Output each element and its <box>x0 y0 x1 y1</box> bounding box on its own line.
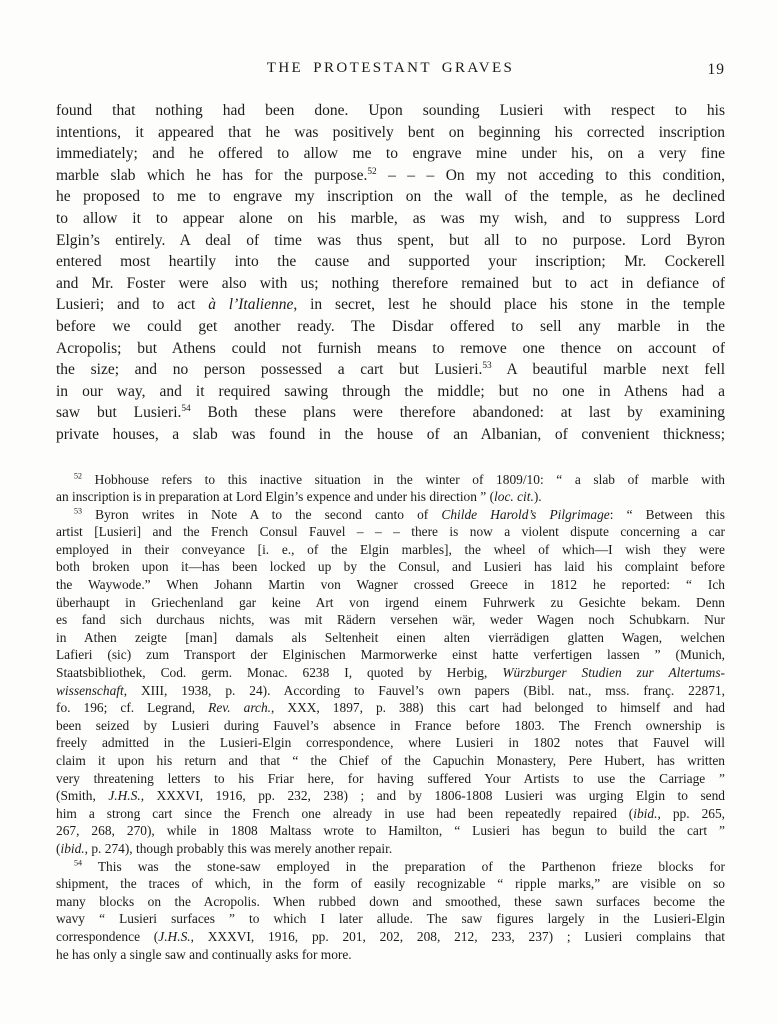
text-line: been seized by Lusieri during Fauvel’s absence in France before 1803. The French ownership is <box>56 717 725 733</box>
page-content <box>56 60 725 963</box>
text-line: Lafieri (sic) zum Transport der Elginischen Marmorwerke einst hatte verfertigen lassen ” (Munich, <box>56 647 725 663</box>
text-line: employed in their conveyance [i. e., of the Elgin marbles], the wheel of which—I wish they were <box>56 541 725 557</box>
text-line: in Athen zeigte [man] damals als Seltenheit einen alten vierrädigen glatten Wagen, welchen <box>56 629 725 645</box>
text-line: Staatsbibliothek, Cod. germ. Monac. 6238 I, quoted by Herbig, Würzburger Studien zur Altertums- <box>56 665 725 681</box>
text-line: he proposed to me to engrave my inscription on the wall of the temple, as he declined <box>56 188 725 206</box>
text-line: claim it upon his return and that “ the Chief of the Capuchin Monastery, Pere Hubert, has written <box>56 753 725 768</box>
text-line: shipment, the traces of which, in the form of easily recognizable “ ripple marks,” are visible on so <box>56 876 725 892</box>
page-header <box>56 60 725 80</box>
footnote-53 <box>56 506 725 858</box>
text-line: marble slab which he has for the purpose.$^{52}$ – – – On my not acceding to this condition, <box>56 166 725 184</box>
text-line: him a strong cart since the French one already in use had been repeatedly repaired (ibid., pp. 265, <box>56 805 725 821</box>
text-line: $^{52}$ Hobhouse refers to this inactive situation in the winter of 1809/10: “ a slab of marble with <box>74 471 725 487</box>
text-line: (ibid., p. 274), though probably this was merely another repair. <box>56 840 393 856</box>
page-title: THE PROTESTANT GRAVES <box>266 60 515 76</box>
footnotes-section <box>56 471 725 964</box>
text-line: (Smith, J.H.S., XXXVI, 1916, pp. 232, 238) ; and by 1806-1808 Lusieri was urging Elgin to send <box>56 788 725 804</box>
body-text <box>56 100 725 446</box>
text-line: found that nothing had been done. Upon sounding Lusieri with respect to his <box>56 102 725 119</box>
text-line: $^{54}$ This was the stone-saw employed in the preparation of the Parthenon frieze blocks for <box>74 858 725 874</box>
text-line: wissenschaft, XIII, 1938, p. 24). According to Fauvel’s own papers (Bibl. nat., mss. franç. 22871, <box>56 682 725 698</box>
text-line: Lusieri; and to act à l’Italienne, in secret, lest he should place his stone in the temple <box>56 296 726 314</box>
text-line: immediately; and he offered to allow me to engrave mine under his, on a very fine <box>56 145 725 163</box>
text-line: correspondence (J.H.S., XXXVI, 1916, pp. 201, 202, 208, 212, 233, 237) ; Lusieri complains that <box>56 928 725 944</box>
text-line: Elgin’s entirely. A deal of time was thus spent, but all to no purpose. Lord Byron <box>56 231 725 249</box>
text-line: Acropolis; but Athens could not furnish means to remove one thence on account of <box>56 339 725 357</box>
text-line: before we could get another ready. The Disdar offered to sell any marble in the <box>56 317 725 335</box>
text-line: very threatening letters to his Friar here, for having suffered Your Artists to use the Carriage ” <box>56 770 725 786</box>
text-line: überhaupt in Griechenland gar keine Art von irgend einem Fuhrwerk zu Gesichte bekam. Denn <box>56 594 725 610</box>
page-number: 19 <box>707 61 725 78</box>
text-line: in our way, and it required sawing through the middle; but no one in Athens had a <box>56 382 725 400</box>
text-line: both broken upon it—has been locked up by the Consul, and Lusieri has laid his complaint before <box>56 559 725 575</box>
text-line: fo. 196; cf. Legrand, Rev. arch., XXX, 1897, p. 388) this cart had belonged to himself and had <box>56 700 725 716</box>
text-line: entered most heartily into the cause and supported your inscription; Mr. Cockerell <box>56 253 725 271</box>
text-line: the size; and no person possessed a cart but Lusieri.$^{53}$ A beautiful marble next fell <box>56 360 725 379</box>
text-line: wavy “ Lusieri surfaces ” to which I later allude. The saw figures largely in the Lusieri-Elgin <box>56 911 725 927</box>
text-line: the Waywode.” When Johann Martin von Wagner crossed Greece in 1812 he reported: “ Ich <box>56 577 725 593</box>
text-line: to allow it to appear alone on his marble, as was my wish, and to suppress Lord <box>56 209 725 227</box>
text-line: 267, 268, 270), while in 1808 Maltass wrote to Hamilton, “ Lusieri has begun to build the cart ” <box>56 823 725 839</box>
footnote-54 <box>56 858 725 964</box>
text-line: artist [Lusieri] and the French Consul Fauvel – – – there is now a violent dispute concerning a car <box>56 524 725 540</box>
text-line: and Mr. Foster were also with us; nothing therefore remained but to act in defiance of <box>56 274 725 292</box>
text-line: private houses, a slab was found in the house of an Albanian, of convenient thickness; <box>56 425 725 443</box>
text-line: intentions, it appeared that he was positively bent on beginning his corrected inscription <box>56 123 725 141</box>
text-line: many blocks on the Acropolis. When rubbed down and smoothed, these sawn surfaces become the <box>56 893 725 909</box>
text-line: $^{53}$ Byron writes in Note A to the second canto of Childe Harold’s Pilgrimage: “ Between this <box>74 506 725 522</box>
text-line: he has only a single saw and continually asks for more. <box>56 946 352 962</box>
footnote-52 <box>56 471 725 506</box>
text-line: freely admitted in the Lusieri-Elgin correspondence, where Lusieri in 1802 notes that Fauvel will <box>56 735 725 751</box>
text-line: saw but Lusieri.$^{54}$ Both these plans were therefore abandoned: at last by examining <box>56 404 725 422</box>
text-line: an inscription is in preparation at Lord Elgin’s expence and under his direction ” (loc. cit.). <box>56 489 542 505</box>
text-line: es fand sich durchaus nichts, was mit Rädern versehen wär, weder Wagen noch Schubkarn. Nur <box>56 612 725 628</box>
